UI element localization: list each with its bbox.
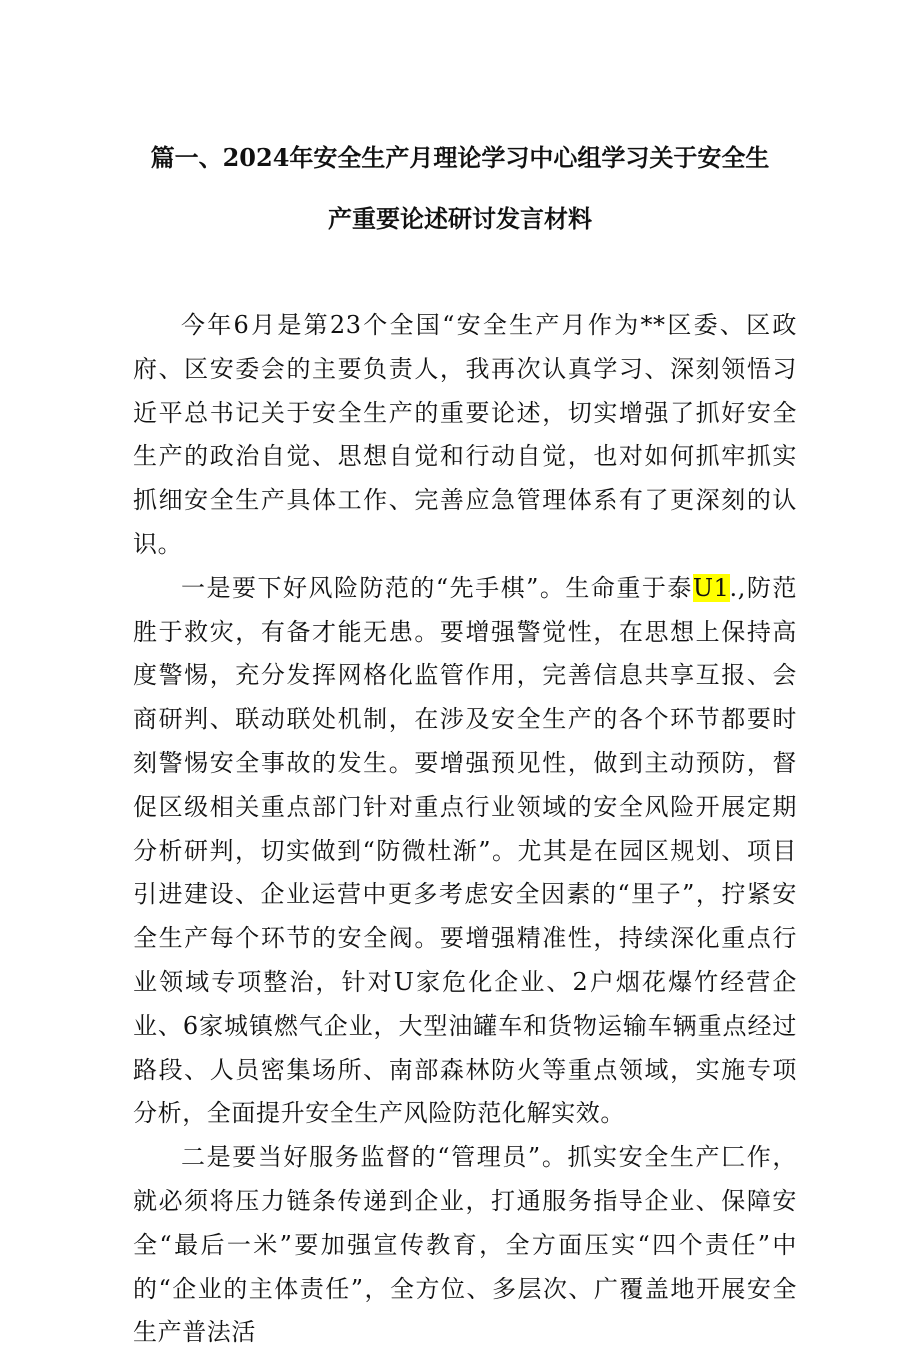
document-title-line-2: 产重要论述研讨发言材料 (328, 204, 592, 233)
paragraph-risk-prevention (133, 567, 797, 1136)
paragraph-risk-prevention-rest: .,防范胜于救灾，有备才能无患。要增强警觉性，在思想上保持高度警惕，充分发挥网格化监管作用，完善信息共享互报、会商研判、联动联处机制，在涉及安全生产的各个环节都要时刻警惕安全事故的发生。要增强预见性，做到主动预防，督促区级相关重点部门针对重点行业领域的安全风险开展定期分析研判，切实做到“防微杜渐”。尤其是在园区规划、项目引进建设、企业运营中更多考虑安全因素的“里子”，拧紧安全生产每个环节的安全阀。要增强精准性，持续深化重点行业领域专项整治，针对U家危化企业、2户烟花爆竹经营企业、6家城镇燃气企业，大型油罐车和货物运输车辆重点经过路段、人员密集场所、南部森林防火等重点领域，实施专项分析，全面提升安全生产风险防范化解实效。 (133, 573, 797, 1128)
document-title-line-1: 篇一、2024年安全生产月理论学习中心组学习关于安全生 (150, 143, 770, 172)
paragraph-intro: 今年6月是第23个全国“安全生产月作为**区委、区政府、区安委会的主要负责人，我再次认真学习、深刻领悟习近平总书记关于安全生产的重要论述，切实增强了抓好安全生产的政治自觉、思想自觉和行动自觉，也对如何抓牢抓实抓细安全生产具体工作、完善应急管理体系有了更深刻的认识。 (133, 311, 797, 558)
highlighted-text: U1 (692, 573, 730, 602)
paragraph-service-supervision: 二是要当好服务监督的“管理员”。抓实安全生产匚作，就必须将压力链条传递到企业，打通服务指导企业、保障安全“最后一米”要加强宣传教育，全方面压实“四个责任”中的“企业的主体责任”，全方位、多层次、广覆盖地开展安全生产普法活 (133, 1143, 797, 1347)
document-body (133, 304, 797, 1355)
paragraph-risk-prevention-start: 一是要下好风险防范的“先手棋”。生命重于泰 (181, 573, 693, 602)
